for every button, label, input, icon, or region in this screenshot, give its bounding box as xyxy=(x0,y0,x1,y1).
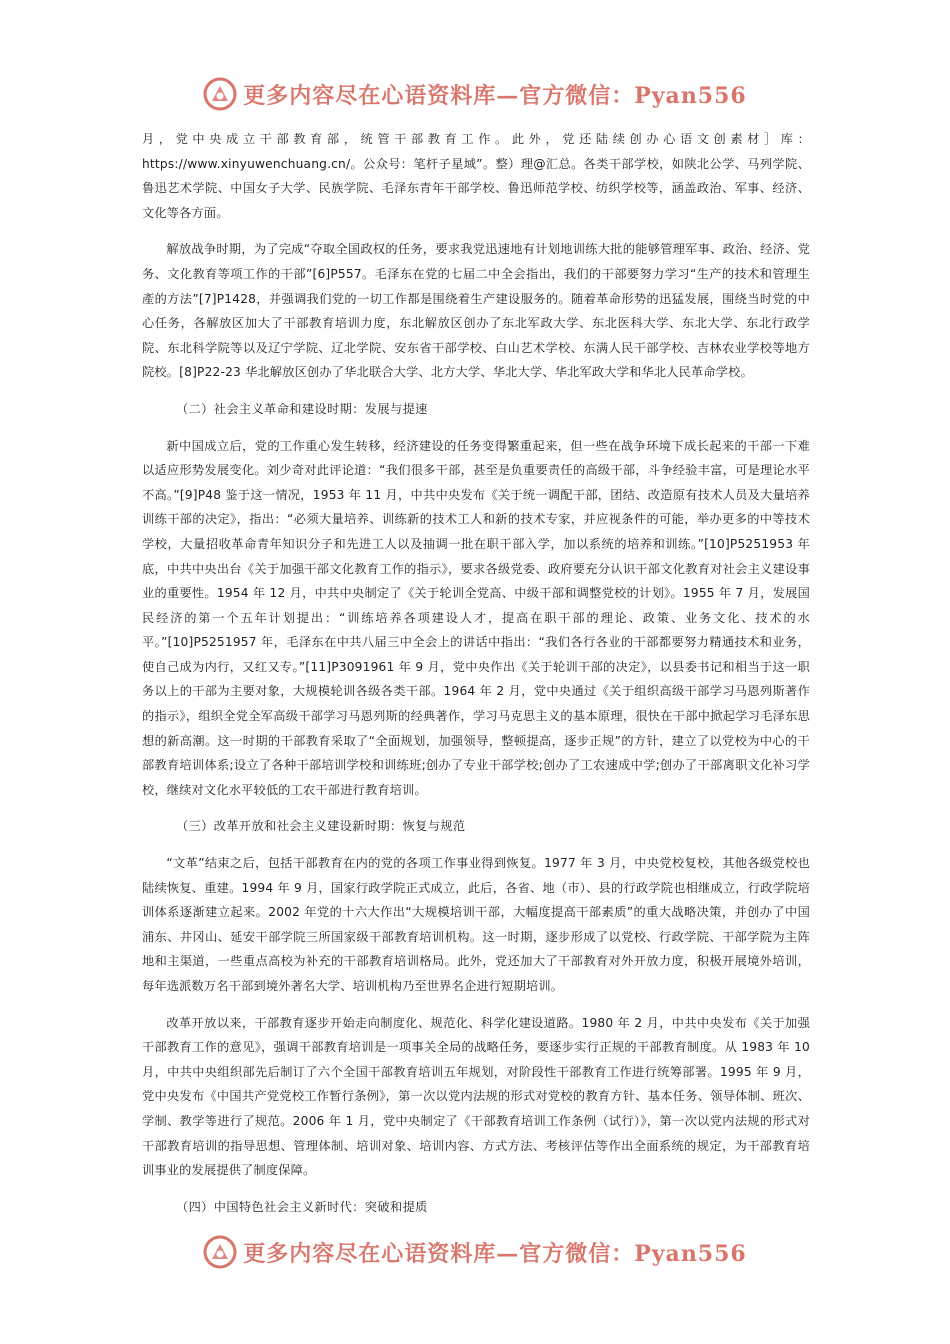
watermark-banner-top xyxy=(0,72,950,116)
paragraph: 改革开放以来，干部教育逐步开始走向制度化、规范化、科学化建设道路。1980 年 2 月，中共中央发布《关于加强干部教育工作的意见》，强调干部教育培训是一项事关全局的战略任务，要逐步实行正规的干部教育制度。从 1983 年 10 月，中共中央组织部先后制订了六个全国干部教育培训五年规划，对阶段性干部教育工作进行统筹部署。1995 年 9 月，党中央发布《中国共产党党校工作暂行条例》，第一次以党内法规的形式对党校的教育方针、基本任务、领导体制、班次、学制、教学等进行了规范。2006 年 1 月，党中央制定了《干部教育培训工作条例（试行）》，第一次以党内法规的形式对干部教育培训的指导思想、管理体制、培训对象、培训内容、方式方法、考核评估等作出全面系统的规定，为干部教育培训事业的发展提供了制度保障。 xyxy=(142,1015,810,1178)
document-body xyxy=(142,127,810,1219)
section-heading: （四）中国特色社会主义新时代：突破和提质 xyxy=(176,1199,428,1214)
watermark-banner-bottom xyxy=(0,1230,950,1274)
watermark-text-bottom: 更多内容尽在心语资料库—官方微信：Pyan556 xyxy=(243,1240,747,1267)
paragraph: “文革”结束之后，包括干部教育在内的党的各项工作事业得到恢复。1977 年 3 月，中央党校复校，其他各级党校也陆续恢复、重建。1994 年 9 月，国家行政学院正式成立，此后，各省、地（市）、县的行政学院也相继成立，行政学院培训体系逐渐建立起来。2002 年党的十六大作出“大规模培训干部，大幅度提高干部素质”的重大战略决策，并创办了中国浦东、井冈山、延安干部学院三所国家级干部教育培训机构。这一时期，逐步形成了以党校、行政学院、干部学院为主阵地和主渠道，一些重点高校为补充的干部教育培训格局。此外，党还加大了干部教育对外开放力度，积极开展境外培训，每年选派数万名干部到境外著名大学、培训机构乃至世界名企进行短期培训。 xyxy=(142,856,810,993)
watermark-text-top: 更多内容尽在心语资料库—官方微信：Pyan556 xyxy=(243,82,747,109)
section-heading: （二）社会主义革命和建设时期：发展与提速 xyxy=(176,401,428,416)
watermark-logo-icon xyxy=(203,77,237,111)
paragraph: 新中国成立后，党的工作重心发生转移，经济建设的任务变得繁重起来，但一些在战争环境下成长起来的干部一下难以适应形势发展变化。刘少奇对此评论道：“我们很多干部，甚至是负重要责任的高级干部，斗争经验丰富，可是理论水平不高。”[9]P48 鉴于这一情况，1953 年 11 月，中共中央发布《关于统一调配干部，团结、改造原有技术人员及大量培养训练干部的决定》，指出：“必须大量培养、训练新的技术工人和新的技术专家，并应视条件的可能，举办更多的中等技术学校，大量招收革命青年知识分子和先进工人以及抽调一批在职干部入学，加以系统的培养和训练。”[10]P5251953 年底，中共中央出台《关于加强干部文化教育工作的指示》，要求各级党委、政府要充分认识干部文化教育对社会主义建设事业的重要性。1954 年 12 月，中共中央制定了《关于轮训全党高、中级干部和调整党校的计划》。1955 年 7 月，发展国民经济的第一个五年计划提出：“训练培养各项建设人才，提高在职干部的理论、政策、业务文化、技术的水平。”[10]P5251957 年，毛泽东在中共八届三中全会上的讲话中指出：“我们各行各业的干部都要努力精通技术和业务，使自己成为内行，又红又专。”[11]P3091961 年 9 月，党中央作出《关于轮训干部的决定》，以县委书记和相当于这一职务以上的干部为主要对象，大规模轮训各级各类干部。1964 年 2 月，党中央通过《关于组织高级干部学习马恩列斯著作的指示》，组织全党全军高级干部学习马恩列斯的经典著作，学习马克思主义的基本原理，很快在干部中掀起学习毛泽东思想的新高潮。这一时期的干部教育采取了“全面规划，加强领导，整顿提高，逐步正规”的方针，建立了以党校为中心的干部教育培训体系;设立了各种干部培训学校和训练班;创办了专业干部学校;创办了工农速成中学;创办了干部离职文化补习学校，继续对文化水平较低的工农干部进行教育培训。 xyxy=(142,438,810,797)
paragraph: 解放战争时期，为了完成“夺取全国政权的任务，要求我党迅速地有计划地训练大批的能够管理军事、政治、经济、党务、文化教育等项工作的干部”[6]P557。毛泽东在党的七届二中全会指出，我们的干部要努力学习“生产的技术和管理生產的方法”[7]P1428，并强调我们党的一切工作都是围绕着生产建设服务的。随着革命形势的迅猛发展，围绕当时党的中心任务，各解放区加大了干部教育培训力度，东北解放区创办了东北军政大学、东北医科大学、东北大学、东北行政学院、东北科学院等以及辽宁学院、辽北学院、安东省干部学校、白山艺术学校、东满人民干部学校、吉林农业学校等地方院校。[8]P22-23 华北解放区创办了华北联合大学、北方大学、华北大学、华北军政大学和华北人民革命学校。 xyxy=(142,242,810,380)
paragraph: 月，党中央成立干部教育部，统管干部教育工作。此外，党还陆续创办心语文创素材］库：https://www.xinyuwenchuang.cn/。公众号：笔杆子星域”。整）理@汇总。各类干部学校，如陕北公学、马列学院、鲁迅艺术学院、中国女子大学、民族学院、毛泽东青年干部学校、鲁迅师范学校、纺织学校等，涵盖政治、军事、经济、文化等各方面。 xyxy=(142,132,810,220)
section-heading: （三）改革开放和社会主义建设新时期：恢复与规范 xyxy=(176,819,466,834)
watermark-logo-icon xyxy=(203,1235,237,1269)
